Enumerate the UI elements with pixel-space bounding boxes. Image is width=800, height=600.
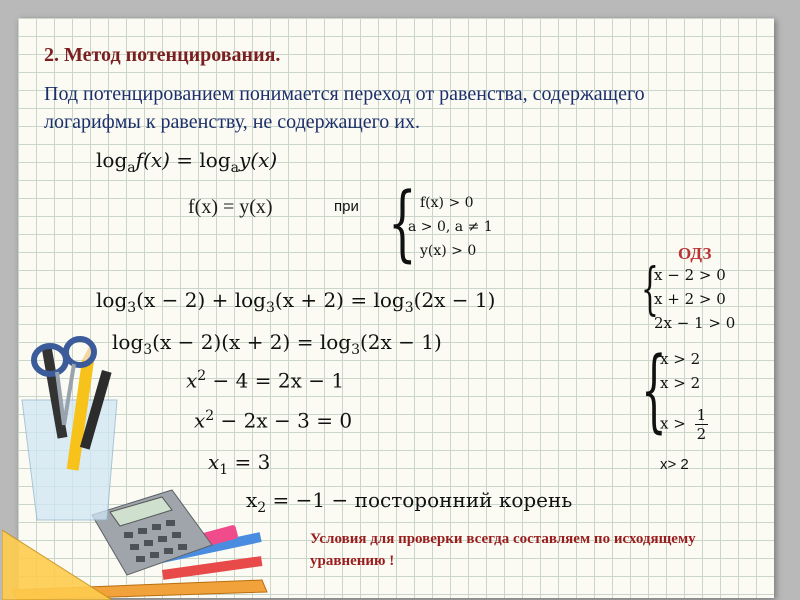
step-1-term-3: (2x − 1) [413,288,496,312]
step-1-term-1: (x − 2) + [136,288,235,312]
odz-simplified-3 [660,406,708,443]
f-equals-y: f(x) = y(x) [188,196,273,218]
step-3-rest: − 4 = 2x − 1 [206,368,345,393]
odz-brace-2: { [641,338,667,443]
odz-simplified-1: x > 2 [660,350,701,368]
index: 2 [257,500,267,516]
note-text: Условия для проверки всегда составляем по исходящему уравнению ! [310,531,696,569]
fraction-denominator: 2 [696,425,707,443]
step-2-term-2: (2x − 1) [359,330,442,354]
odz-cond-1: x − 2 > 0 [654,266,726,284]
log-word: log [96,288,128,312]
odz-cond-3: 2x − 1 > 0 [654,314,736,332]
odz-brace-1: { [641,257,659,322]
var-x: x [208,450,220,474]
log-word: log [373,288,405,312]
odz-label: ОДЗ [678,244,712,263]
general-formula [96,148,277,176]
root-1-value: = 3 [228,450,271,474]
power: 2 [205,408,215,424]
odz-simplified-2: x > 2 [660,374,701,392]
var-x: x [186,368,198,393]
odz-lhs: x > [660,414,686,433]
stationery-illustration [2,330,302,600]
log-base: 3 [404,300,414,316]
pri-label: при [334,198,359,215]
fraction-numerator: 1 [696,406,707,424]
calculator [92,490,212,575]
index: 1 [219,462,229,478]
step-1 [96,288,495,316]
step-2-term-1: (x − 2)(x + 2) = [152,330,320,354]
log-word: log [234,288,266,312]
condition-1: f(x) > 0 [420,195,474,211]
equals-sign: = [176,148,194,172]
power: 2 [197,368,207,384]
fraction [695,406,709,443]
log-base: 3 [127,300,137,316]
step-4-rest: − 2x − 3 = 0 [214,408,353,433]
log-base: a [127,160,136,176]
left-brace: { [388,176,417,271]
log-word-2: log [199,148,231,172]
root-2-value: = −1 − посторонний корень [266,488,573,512]
var-x: x [194,408,206,433]
condition-3: y(x) > 0 [420,243,477,259]
odz-result: x> 2 [660,456,689,473]
log-word: log [112,330,144,354]
log-base: 3 [143,342,153,358]
log-base: 3 [351,342,360,358]
log-word: log [96,148,128,172]
y-of-x: y(x) [239,148,278,172]
odz-cond-2: x + 2 > 0 [654,290,726,308]
section-title: 2. Метод потенцирования. [44,44,281,66]
condition-2: a > 0, a ≠ 1 [408,219,493,235]
log-word: log [319,330,352,354]
log-base: 3 [265,300,275,316]
var-x: x [246,488,258,512]
intro-text: Под потенцированием понимается переход от равенства, содержащего логарифмы к равенству, не содержащего их. [44,83,645,133]
f-of-x: f(x) [135,148,170,172]
triangle-ruler [2,530,112,600]
log-base-2: a [230,160,239,176]
step-1-term-2: (x + 2) = [274,288,374,312]
